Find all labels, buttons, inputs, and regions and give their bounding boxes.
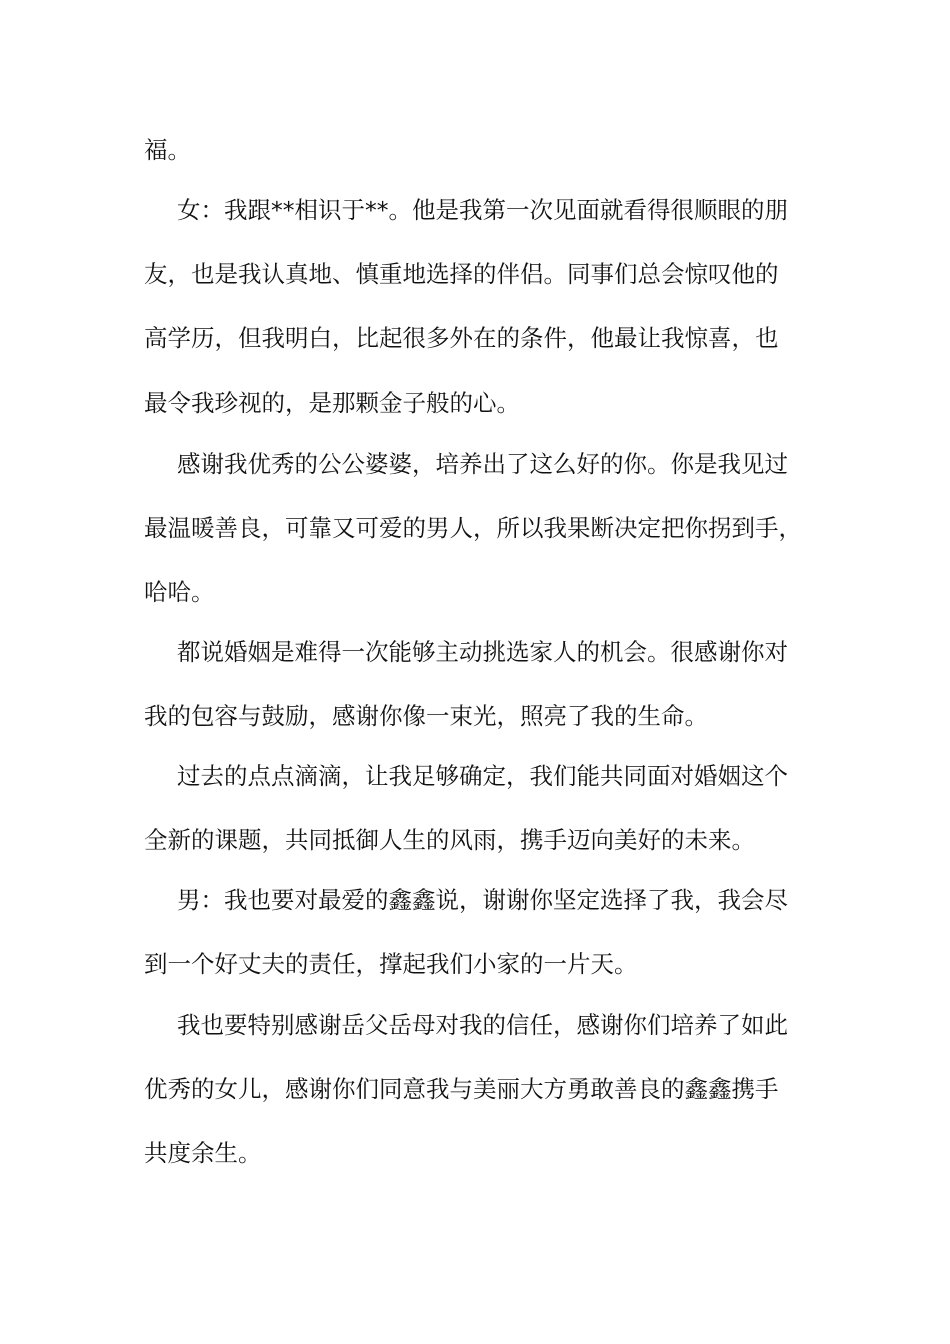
text-line: 哈哈。 [144, 578, 215, 606]
text-line: 都说婚姻是难得一次能够主动挑选家人的机会。很感谢你对 [177, 638, 788, 666]
text-line: 到一个好丈夫的责任，撑起我们小家的一片天。 [144, 950, 638, 978]
text-line: 女：我跟**相识于**。他是我第一次见面就看得很顺眼的朋 [177, 196, 788, 224]
text-line: 福。 [144, 136, 191, 164]
text-line: 男：我也要对最爱的鑫鑫说，谢谢你坚定选择了我，我会尽 [177, 886, 788, 914]
text-line: 友，也是我认真地、慎重地选择的伴侣。同事们总会惊叹他的 [144, 260, 779, 288]
text-line: 共度余生。 [144, 1139, 262, 1167]
text-line: 我也要特别感谢岳父岳母对我的信任，感谢你们培养了如此 [177, 1011, 788, 1039]
text-line: 我的包容与鼓励，感谢你像一束光，照亮了我的生命。 [144, 702, 708, 730]
text-line: 高学历，但我明白，比起很多外在的条件，他最让我惊喜，也 [144, 324, 779, 352]
text-line: 最温暖善良，可靠又可爱的男人，所以我果断决定把你拐到手， [144, 514, 802, 542]
text-line: 优秀的女儿，感谢你们同意我与美丽大方勇敢善良的鑫鑫携手 [144, 1075, 779, 1103]
text-line: 过去的点点滴滴，让我足够确定，我们能共同面对婚姻这个 [177, 762, 788, 790]
text-line: 感谢我优秀的公公婆婆，培养出了这么好的你。你是我见过 [177, 450, 788, 478]
text-line: 全新的课题，共同抵御人生的风雨，携手迈向美好的未来。 [144, 826, 755, 854]
text-line: 最令我珍视的，是那颗金子般的心。 [144, 389, 520, 417]
